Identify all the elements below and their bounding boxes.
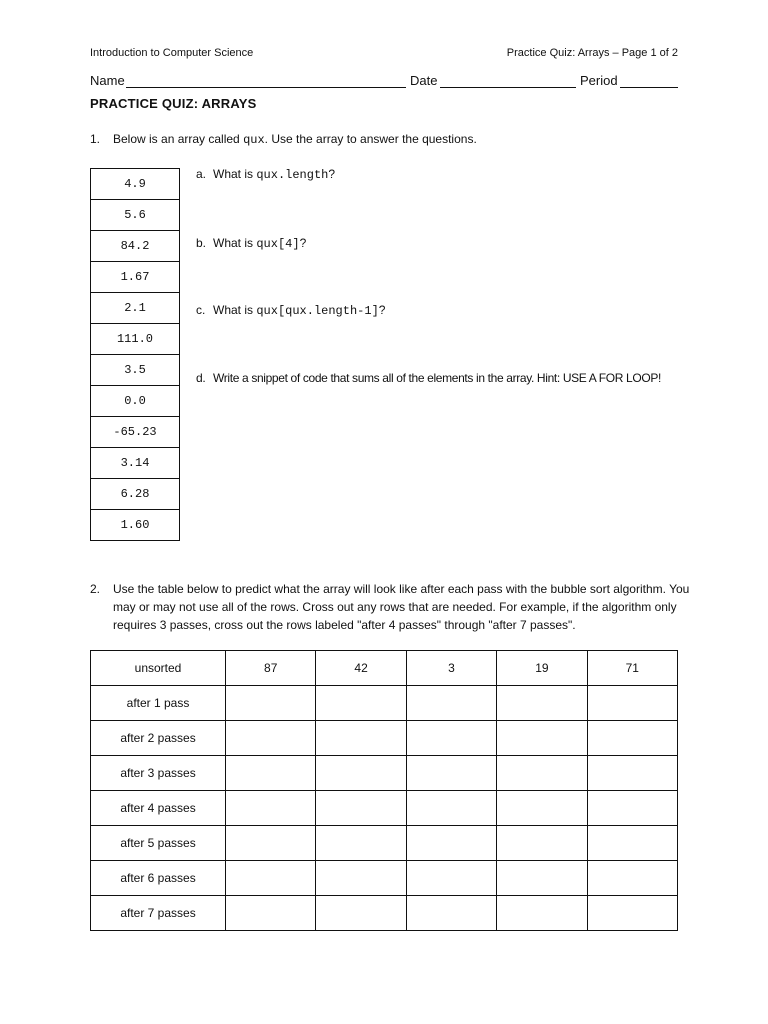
answer-cell[interactable] <box>497 756 587 791</box>
question-1a-letter: a. <box>196 167 207 181</box>
answer-cell[interactable] <box>406 826 496 861</box>
date-blank[interactable] <box>440 87 576 88</box>
array-cell: 84.2 <box>91 231 180 262</box>
date-label: Date <box>410 73 438 88</box>
row-label: after 6 passes <box>91 861 226 896</box>
answer-cell[interactable] <box>497 896 587 931</box>
unsorted-value: 19 <box>497 651 587 686</box>
answer-cell[interactable] <box>226 686 316 721</box>
question-1b <box>196 236 306 251</box>
answer-cell[interactable] <box>497 791 587 826</box>
answer-cell[interactable] <box>316 686 406 721</box>
question-1a <box>196 167 335 182</box>
answer-cell[interactable] <box>497 686 587 721</box>
student-info-line <box>90 71 680 91</box>
answer-cell[interactable] <box>406 861 496 896</box>
question-2-prompt <box>90 580 690 634</box>
answer-cell[interactable] <box>316 791 406 826</box>
row-label: after 7 passes <box>91 896 226 931</box>
answer-cell[interactable] <box>226 721 316 756</box>
row-label: after 1 pass <box>91 686 226 721</box>
array-cell: 3.5 <box>91 355 180 386</box>
question-1d-text: Write a snippet of code that sums all of the elements in the array. Hint: USE A FOR LOOP! <box>213 371 661 385</box>
array-cell: 111.0 <box>91 324 180 355</box>
unsorted-value: 3 <box>406 651 496 686</box>
answer-cell[interactable] <box>587 686 677 721</box>
question-1c-code: qux[qux.length-1] <box>256 304 379 318</box>
answer-cell[interactable] <box>226 791 316 826</box>
answer-cell[interactable] <box>226 826 316 861</box>
answer-cell[interactable] <box>316 756 406 791</box>
question-1d-letter: d. <box>196 371 206 385</box>
answer-cell[interactable] <box>497 826 587 861</box>
answer-cell[interactable] <box>406 756 496 791</box>
course-header: Introduction to Computer Science <box>90 47 254 59</box>
row-label: unsorted <box>91 651 226 686</box>
answer-cell[interactable] <box>406 686 496 721</box>
question-1-prompt <box>90 132 477 147</box>
answer-cell[interactable] <box>316 826 406 861</box>
answer-cell[interactable] <box>406 896 496 931</box>
table-row <box>91 686 678 721</box>
question-1b-prefix: What is <box>213 236 257 250</box>
row-label: after 3 passes <box>91 756 226 791</box>
question-1a-prefix: What is <box>213 167 257 181</box>
question-1c-suffix: ? <box>378 303 386 317</box>
array-cell: 3.14 <box>91 448 180 479</box>
bubble-sort-table <box>90 650 678 931</box>
page-title: PRACTICE QUIZ: ARRAYS <box>90 96 257 111</box>
table-row <box>91 861 678 896</box>
question-2-number: 2. <box>90 582 101 596</box>
question-1b-letter: b. <box>196 236 207 250</box>
table-row <box>91 896 678 931</box>
table-row <box>91 756 678 791</box>
qux-array-table <box>90 168 180 541</box>
question-1c-letter: c. <box>196 303 206 317</box>
answer-cell[interactable] <box>226 861 316 896</box>
array-cell: 0.0 <box>91 386 180 417</box>
period-label: Period <box>580 73 618 88</box>
question-1b-suffix: ? <box>299 236 307 250</box>
name-label: Name <box>90 73 125 88</box>
row-label: after 4 passes <box>91 791 226 826</box>
array-cell: -65.23 <box>91 417 180 448</box>
answer-cell[interactable] <box>587 791 677 826</box>
row-label: after 5 passes <box>91 826 226 861</box>
array-cell: 4.9 <box>91 169 180 200</box>
answer-cell[interactable] <box>406 791 496 826</box>
name-blank[interactable] <box>126 87 406 88</box>
question-1a-suffix: ? <box>328 167 336 181</box>
unsorted-value: 87 <box>226 651 316 686</box>
array-cell: 1.67 <box>91 262 180 293</box>
answer-cell[interactable] <box>587 896 677 931</box>
question-2-text: Use the table below to predict what the array will look like after each pass with the bubble sort algorithm. You may or may not use all of the rows. Cross out any rows that are needed. For example, if the algorithm only requires 3 passes, cross out the rows labeled "after 4 passes" through "after 7 passes". <box>113 582 690 632</box>
question-1-number: 1. <box>90 132 101 146</box>
answer-cell[interactable] <box>316 896 406 931</box>
page-label: Practice Quiz: Arrays – Page 1 of 2 <box>506 47 678 59</box>
unsorted-value: 42 <box>316 651 406 686</box>
period-blank[interactable] <box>620 87 678 88</box>
array-cell: 6.28 <box>91 479 180 510</box>
answer-cell[interactable] <box>316 861 406 896</box>
question-1-text-before: Below is an array called <box>113 132 244 146</box>
table-row <box>91 651 678 686</box>
array-name: qux <box>243 133 265 147</box>
question-1a-code: qux.length <box>256 168 329 182</box>
question-1d <box>196 371 661 385</box>
answer-cell[interactable] <box>226 756 316 791</box>
question-1-text-after: . Use the array to answer the questions. <box>264 132 477 146</box>
answer-cell[interactable] <box>497 861 587 896</box>
answer-cell[interactable] <box>587 721 677 756</box>
row-label: after 2 passes <box>91 721 226 756</box>
answer-cell[interactable] <box>587 826 677 861</box>
question-1c <box>196 303 385 318</box>
array-cell: 1.60 <box>91 510 180 541</box>
array-cell: 2.1 <box>91 293 180 324</box>
answer-cell[interactable] <box>226 896 316 931</box>
answer-cell[interactable] <box>316 721 406 756</box>
table-row <box>91 791 678 826</box>
question-1c-prefix: What is <box>213 303 257 317</box>
answer-cell[interactable] <box>406 721 496 756</box>
answer-cell[interactable] <box>587 861 677 896</box>
table-row <box>91 826 678 861</box>
question-1b-code: qux[4] <box>256 237 300 251</box>
answer-cell[interactable] <box>587 756 677 791</box>
unsorted-value: 71 <box>587 651 677 686</box>
table-row <box>91 721 678 756</box>
array-cell: 5.6 <box>91 200 180 231</box>
answer-cell[interactable] <box>497 721 587 756</box>
